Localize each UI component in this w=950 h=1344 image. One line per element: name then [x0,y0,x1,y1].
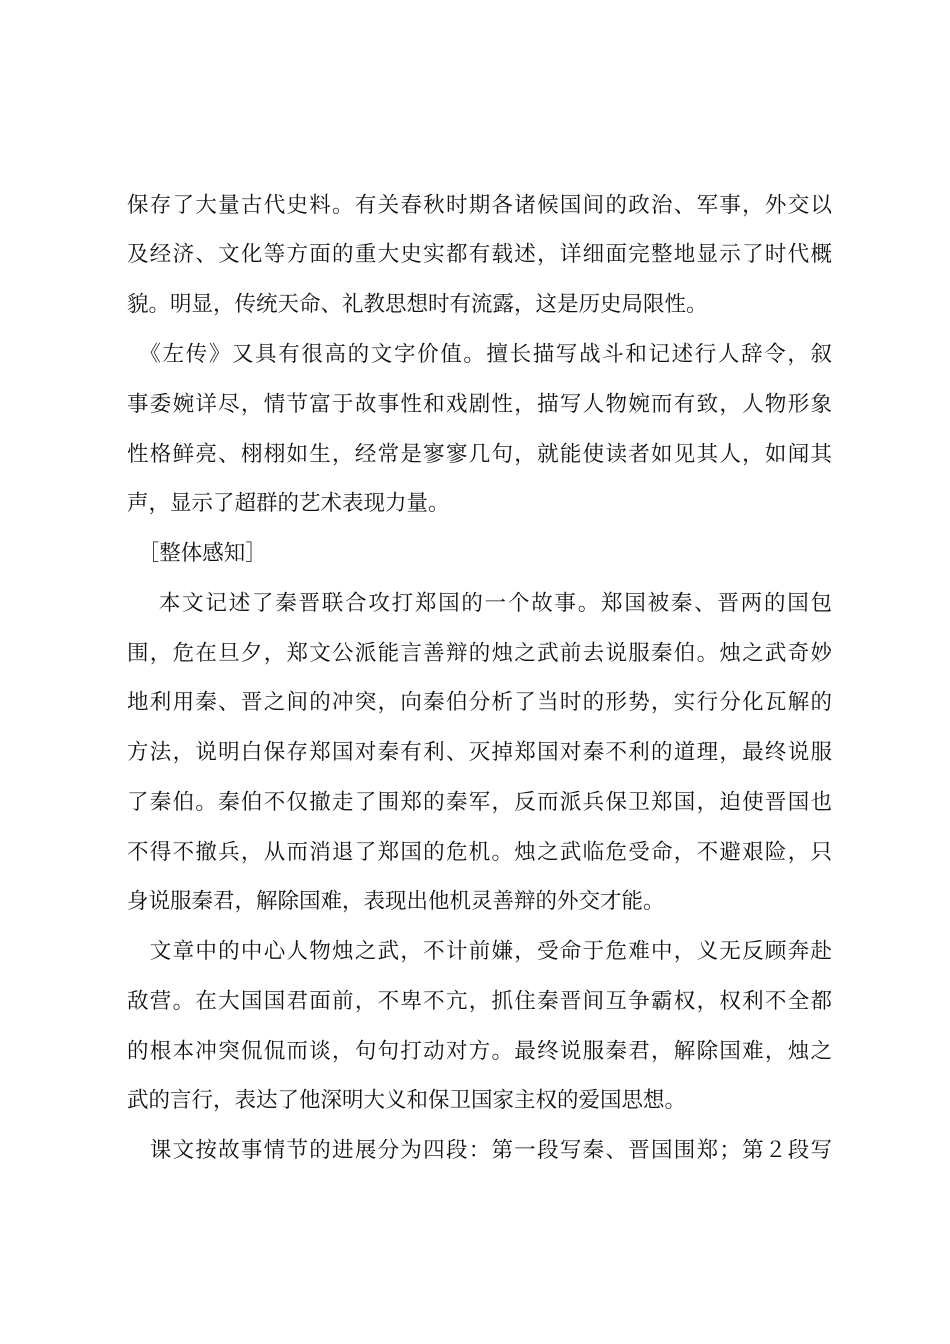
paragraph-1-line-1: 保存了大量古代史料。有关春秋时期各诸候国间的政治、军事，外交以 [127,193,832,218]
paragraph-4-line-3: 的根本冲突侃侃而谈，句句打动对方。最终说服秦君，解除国难，烛之 [127,1039,832,1064]
paragraph-4-line-2: 敌营。在大国国君面前，不卑不亢，抓住秦晋间互争霸权，权利不全都 [127,989,832,1014]
paragraph-2-line-4: 声，显示了超群的艺术表现力量。 [127,491,450,516]
paragraph-3-line-4: 方法，说明白保存郑国对秦有利、灭掉郑国对秦不利的道理，最终说服 [127,740,832,765]
paragraph-3-line-2: 围，危在旦夕，郑文公派能言善辩的烛之武前去说服秦伯。烛之武奇妙 [127,641,832,666]
paragraph-3-line-7: 身说服秦君，解除国难，表现出他机灵善辩的外交才能。 [127,889,665,914]
paragraph-4-line-4: 武的言行，表达了他深明大义和保卫国家主权的爱国思想。 [127,1088,687,1113]
paragraph-2-line-1: 《左传》又具有很高的文字价值。擅长描写战斗和记述行人辞令，叙 [127,342,832,367]
paragraph-1-line-3: 貌。明显，传统天命、礼教思想时有流露，这是历史局限性。 [127,292,708,317]
paragraph-2-line-2: 事委婉详尽，情节富于故事性和戏剧性，描写人物婉而有致，人物形象 [127,392,832,417]
section-heading: ［整体感知］ [127,541,267,566]
paragraph-3-line-5: 了秦伯。秦伯不仅撤走了围郑的秦军，反而派兵保卫郑国，迫使晋国也 [127,790,832,815]
paragraph-4-line-1: 文章中的中心人物烛之武，不计前嫌，受命于危难中，义无反顾奔赴 [127,939,832,964]
paragraph-3-line-3: 地利用秦、晋之间的冲突，向秦伯分析了当时的形势，实行分化瓦解的 [127,690,832,715]
paragraph-2-line-3: 性格鲜亮、栩栩如生，经常是寥寥几句，就能使读者如见其人，如闻其 [127,442,832,467]
paragraph-5-line-1: 课文按故事情节的进展分为四段：第一段写秦、晋国围郑；第２段写 [127,1138,832,1163]
paragraph-3-line-1: 本文记述了秦晋联合攻打郑国的一个故事。郑国被秦、晋两的国包 [127,591,832,616]
paragraph-1-line-2: 及经济、文化等方面的重大史实都有载述，详细面完整地显示了时代概 [127,242,832,267]
paragraph-3-line-6: 不得不撤兵，从而消退了郑国的危机。烛之武临危受命，不避艰险，只 [127,840,832,865]
